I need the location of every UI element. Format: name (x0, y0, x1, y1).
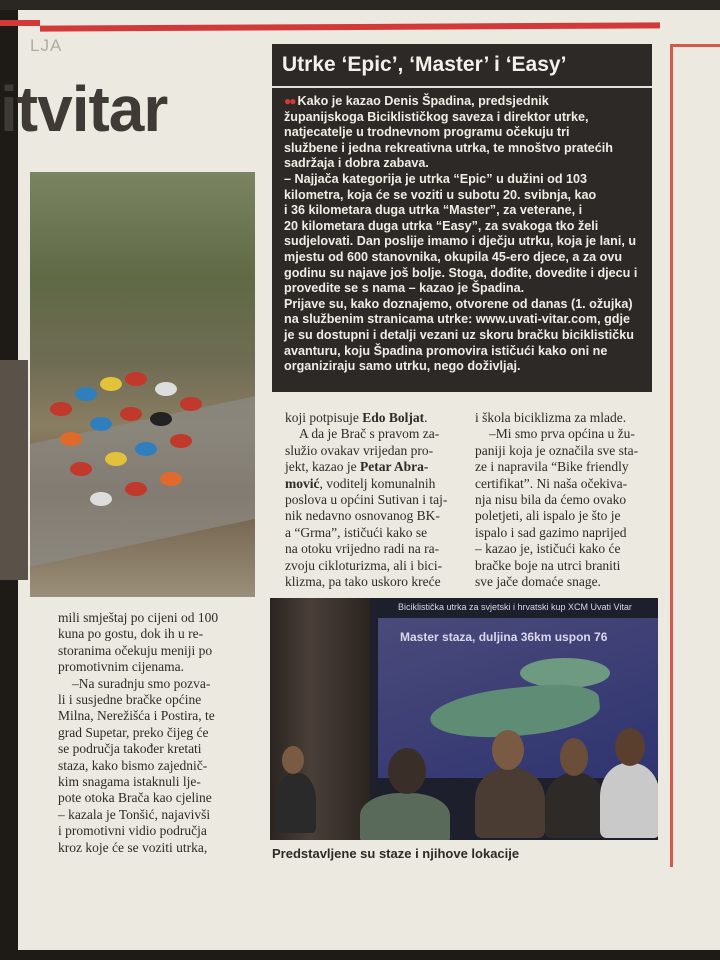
bullet-dots-icon: ●● (284, 94, 295, 108)
text-line: bračke boje na utrci braniti (475, 557, 621, 573)
text-line: li i susjedne bračke općine (58, 692, 202, 708)
box-line: kilometra, koja će se voziti u subotu 20. svibnja, kao (284, 187, 597, 202)
audience-member (600, 763, 658, 838)
box-line: avanturu, koju Špadina promovira ističući kako oni ne (284, 343, 608, 358)
road (30, 396, 255, 567)
presenter (276, 773, 316, 833)
rider (160, 472, 182, 486)
box-line: provedite se s nama – kazao je Špadina. (284, 281, 525, 296)
text-line: – kazala je Tonšić, najavivši (58, 806, 211, 822)
box-line: – Najjača kategorija je utrka “Epic” u dužini od 103 (284, 171, 588, 186)
text-line: kuna po gostu, dok ih u re- (58, 626, 204, 642)
rider (75, 387, 97, 401)
rider (180, 397, 202, 411)
box-line: Prijave su, kako doznajemo, otvorene od danas (1. ožujka) (284, 296, 633, 311)
box-line: i 36 kilometara duga utrka “Master”, za veterane, i (284, 203, 583, 218)
box-title: Utrke ‘Epic’, ‘Master’ i ‘Easy’ (272, 44, 652, 88)
cyclists-photo (30, 172, 255, 597)
author-name: Edo Boljat (362, 410, 425, 425)
rider (70, 462, 92, 476)
rider (90, 492, 112, 506)
audience-head (492, 730, 524, 770)
adjacent-page-strip (0, 360, 28, 580)
rider (100, 377, 122, 391)
person-name: Petar Abra- (359, 459, 429, 475)
rider (105, 452, 127, 466)
text-line: promotivnim cijenama. (58, 659, 184, 675)
rider (50, 402, 72, 416)
text-line: nik nedavno osnovanog BK- (285, 508, 440, 524)
rider (90, 417, 112, 431)
rider (125, 372, 147, 386)
box-line: je su dostupni i detalji vezani uz skoru bračku biciklističku (284, 327, 634, 342)
text-line: storanima očekuju meniji po (58, 642, 213, 658)
red-rule-left (0, 20, 40, 26)
box-line: službene i jedna rekreativna utrka, te mnoštvo pratećih (284, 140, 613, 155)
audience-head (388, 748, 426, 794)
top-shadow (0, 0, 720, 10)
box-line: na službenim stranicama utrke: www.uvati-vitar.com, gdje (284, 312, 630, 327)
text-line: – kazao je, ističući kako će (475, 541, 621, 557)
text-line: staza, kako bismo zajednič- (58, 757, 208, 773)
presenter-head (282, 746, 304, 774)
slide-banner: Biciklistička utrka za svjetski i hrvatski kup XCM Uvati Vitar (398, 602, 632, 612)
text-line: nja nisu bila da ćemo ovako (475, 492, 627, 508)
text-line: Milna, Nerežišća i Postira, te (58, 708, 215, 724)
text-line: , voditelj komunalnih (319, 475, 436, 491)
photo-caption: Predstavljene su staze i njihove lokacije (272, 846, 520, 861)
text-line: poslova u općini Sutivan i taj- (285, 492, 448, 508)
box-line: mjestu od 600 stanovnika, okupila 45-ero djece, a za ovu (284, 249, 623, 264)
sidebar-box (272, 44, 652, 392)
text-line: ze i napravila “Bike friendly (475, 459, 629, 475)
text-line: na otoku vrijedno radi na ra- (285, 541, 440, 557)
rider (60, 432, 82, 446)
section-kicker: LJA (30, 36, 63, 55)
audience-head (560, 738, 588, 776)
box-line: natjecatelje u trodnevnom programu očekuju tri (284, 125, 570, 140)
text-line: certifikat”. Ni naša očekiva- (475, 475, 628, 491)
text-line: grad Supetar, preko čijeg će (58, 724, 209, 740)
headline: itvitar (0, 73, 168, 145)
text-line: i promotivni vidio područja (58, 823, 207, 839)
text-line: ispalo i sad gazimo naprijed (475, 524, 627, 540)
text-line: a “Grma”, ističući kako se (285, 524, 428, 540)
audience-member (545, 773, 605, 838)
text-line: –Mi smo prva općina u žu- (489, 426, 635, 442)
box-line: organiziraju samo utrku, nego doživljaj. (284, 359, 521, 374)
text-line: –Na suradnju smo pozva- (72, 675, 211, 691)
article-column-2 (475, 410, 655, 590)
rider (150, 412, 172, 426)
audience-member (475, 768, 545, 838)
text-line: A da je Brač s pravom za- (299, 426, 440, 442)
text-line: mili smještaj po cijeni od 100 (58, 610, 219, 625)
article-column-3 (58, 610, 258, 856)
rider (155, 382, 177, 396)
text-line: kroz koje će se voziti utrka, (58, 839, 208, 855)
text-line: zvoju cikloturizma, ali i bici- (285, 557, 443, 573)
box-line: godinu su najave još bolje. Stoga, dođite, dovedite i djecu i (284, 265, 638, 280)
text-line: i škola biciklizma za mlade. (475, 410, 627, 425)
person-name: mović (285, 475, 320, 491)
text-line: poletjeti, ali ispalo je što je (475, 508, 621, 524)
audience-head (615, 728, 645, 766)
text-line: se područja također kretati (58, 741, 202, 757)
rider (170, 434, 192, 448)
box-line: Kako je kazao Denis Špadina, predsjednik (297, 94, 549, 108)
adjacent-article-frame (670, 44, 720, 867)
box-line: sadržaja i dobra zabava. (284, 156, 429, 171)
rider (135, 442, 157, 456)
box-line: 20 kilometara duga utrka “Easy”, za svakoga tko želi (284, 218, 599, 233)
rider (120, 407, 142, 421)
box-line: sudjelovati. Dan poslije imamo i dječju utrku, koja je lani, u (284, 234, 637, 249)
rider (125, 482, 147, 496)
slide-title: Master staza, duljina 36km uspon 76 (400, 630, 608, 644)
presentation-photo (270, 598, 658, 840)
text-line: pote otoka Brača kao cjeline (58, 790, 212, 806)
map-island (520, 658, 610, 688)
text-line: klizma, pa tako uskoro kreće (285, 574, 441, 590)
text-line: kim snagama istaknuli lje- (58, 774, 201, 790)
article-column-1 (285, 410, 460, 590)
text-line: sve jače domaće snage. (475, 574, 601, 590)
audience-member (360, 793, 450, 840)
text-line: služio ovakav vrijedan pro- (285, 442, 434, 458)
text-line: koji potpisuje (285, 410, 363, 425)
text-line: paniji koja je označila sve sta- (475, 442, 639, 458)
box-body (284, 94, 644, 375)
box-line: županijskoga Biciklističkog saveza i direktor utrke, (284, 109, 589, 124)
text-line: jekt, kazao je (285, 459, 360, 475)
text-line: . (424, 410, 428, 425)
